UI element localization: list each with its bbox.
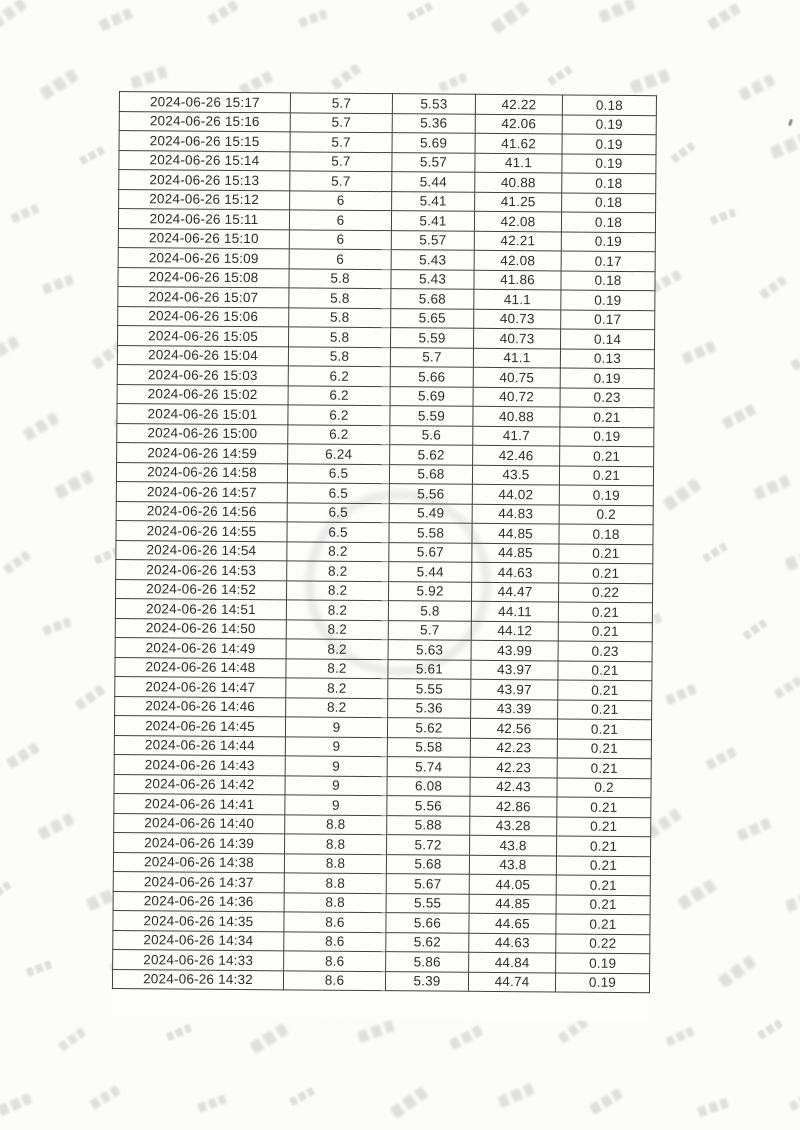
- value-cell: 5.62: [386, 932, 469, 952]
- watermark-smudge: [22, 412, 59, 441]
- value-cell: 5.56: [387, 796, 470, 816]
- value-cell: 5.8: [289, 288, 391, 308]
- readings-table: [112, 91, 657, 993]
- value-cell: 5.7: [290, 93, 392, 113]
- watermark-smudge: [289, 1087, 315, 1106]
- watermark-smudge: [6, 742, 40, 769]
- value-cell: 44.85: [469, 894, 556, 914]
- value-cell: 5.8: [288, 346, 390, 366]
- watermark-smudge: [98, 8, 133, 32]
- value-cell: 0.21: [556, 855, 650, 875]
- value-cell: 5.7: [290, 151, 392, 171]
- value-cell: 9: [285, 717, 387, 737]
- value-cell: 5.7: [290, 171, 392, 191]
- value-cell: 41.62: [475, 133, 562, 153]
- value-cell: 5.7: [388, 620, 471, 640]
- table-row: [112, 969, 649, 993]
- value-cell: 43.39: [471, 699, 558, 719]
- value-cell: 0.21: [559, 563, 653, 583]
- value-cell: 41.7: [473, 426, 560, 446]
- value-cell: 0.21: [557, 836, 651, 856]
- watermark-smudge: [670, 142, 695, 164]
- value-cell: 6.08: [387, 776, 470, 796]
- value-cell: 0.21: [557, 738, 651, 758]
- value-cell: 5.43: [391, 269, 474, 289]
- value-cell: 44.85: [472, 523, 559, 543]
- value-cell: 40.73: [473, 328, 560, 348]
- value-cell: 0.22: [556, 933, 650, 953]
- value-cell: 41.1: [475, 153, 562, 173]
- value-cell: 0.19: [562, 114, 656, 134]
- value-cell: 5.8: [388, 601, 471, 621]
- watermark-smudge: [707, 3, 741, 30]
- value-cell: 5.59: [390, 328, 473, 348]
- watermark-smudge: [0, 336, 20, 363]
- timestamp-cell: 2024-06-26 14:33: [113, 949, 284, 970]
- value-cell: 5.68: [391, 289, 474, 309]
- watermark-smudge: [736, 818, 771, 842]
- watermark-smudge: [89, 1085, 121, 1110]
- value-cell: 42.86: [470, 796, 557, 816]
- value-cell: 6.24: [288, 444, 390, 464]
- value-cell: 41.25: [475, 192, 562, 212]
- value-cell: 5.67: [389, 542, 472, 562]
- watermark-smudge: [331, 63, 362, 89]
- watermark-smudge: [774, 676, 800, 699]
- watermark-smudge: [298, 9, 328, 27]
- timestamp-cell: 2024-06-26 14:57: [116, 481, 287, 502]
- watermark-smudge: [759, 276, 787, 300]
- watermark-smudge: [497, 1083, 535, 1109]
- timestamp-cell: 2024-06-26 15:10: [118, 228, 289, 249]
- watermark-smudge: [166, 1024, 193, 1042]
- watermark-smudge: [10, 204, 39, 224]
- value-cell: 0.13: [560, 348, 654, 368]
- watermark-smudge: [54, 470, 94, 500]
- value-cell: 8.2: [286, 697, 388, 717]
- value-cell: 0.21: [558, 602, 652, 622]
- value-cell: 5.69: [390, 386, 473, 406]
- timestamp-cell: 2024-06-26 14:34: [113, 930, 284, 951]
- timestamp-cell: 2024-06-26 15:00: [117, 423, 288, 444]
- value-cell: 0.19: [561, 231, 655, 251]
- timestamp-cell: 2024-06-26 14:36: [113, 891, 284, 912]
- value-cell: 5.92: [389, 581, 472, 601]
- value-cell: 8.6: [284, 951, 386, 971]
- value-cell: 0.21: [556, 875, 650, 895]
- value-cell: 0.18: [559, 524, 653, 544]
- value-cell: 0.18: [561, 270, 655, 290]
- watermark-smudge: [438, 73, 467, 93]
- value-cell: 0.19: [555, 972, 649, 992]
- value-cell: 5.63: [388, 640, 471, 660]
- value-cell: 0.14: [560, 329, 654, 349]
- value-cell: 6.5: [287, 502, 389, 522]
- value-cell: 5.67: [386, 874, 469, 894]
- watermark-smudge: [558, 1017, 589, 1043]
- watermark-smudge: [598, 0, 636, 23]
- timestamp-cell: 2024-06-26 14:50: [115, 618, 286, 639]
- value-cell: 6: [289, 210, 391, 230]
- scan-artifact-speck: [788, 119, 793, 127]
- value-cell: 0.22: [559, 582, 653, 602]
- value-cell: 0.19: [561, 290, 655, 310]
- timestamp-cell: 2024-06-26 14:38: [113, 852, 284, 873]
- watermark-smudge: [677, 879, 717, 910]
- timestamp-cell: 2024-06-26 14:44: [114, 735, 285, 756]
- timestamp-cell: 2024-06-26 15:16: [119, 111, 290, 132]
- timestamp-cell: 2024-06-26 14:52: [116, 579, 287, 600]
- watermark-smudge: [37, 813, 75, 840]
- value-cell: 0.17: [561, 309, 655, 329]
- timestamp-cell: 2024-06-26 14:45: [114, 715, 285, 736]
- value-cell: 8.6: [283, 970, 385, 990]
- watermark-smudge: [39, 69, 79, 100]
- value-cell: 5.8: [288, 327, 390, 347]
- value-cell: 6: [289, 249, 391, 269]
- value-cell: 5.8: [289, 268, 391, 288]
- timestamp-cell: 2024-06-26 14:59: [117, 442, 288, 463]
- value-cell: 40.72: [473, 387, 560, 407]
- value-cell: 6.2: [288, 405, 390, 425]
- value-cell: 8.6: [284, 912, 386, 932]
- value-cell: 6.2: [288, 366, 390, 386]
- timestamp-cell: 2024-06-26 14:46: [115, 696, 286, 717]
- watermark-smudge: [249, 1023, 289, 1054]
- watermark-smudge: [0, 0, 27, 29]
- value-cell: 5.7: [290, 112, 392, 132]
- watermark-smudge: [130, 66, 168, 90]
- value-cell: 8.2: [287, 541, 389, 561]
- value-cell: 44.12: [471, 621, 558, 641]
- value-cell: 43.8: [469, 855, 556, 875]
- watermark-smudge: [717, 955, 756, 988]
- timestamp-cell: 2024-06-26 15:13: [119, 170, 290, 191]
- value-cell: 5.69: [392, 133, 475, 153]
- value-cell: 44.63: [469, 933, 556, 953]
- timestamp-cell: 2024-06-26 14:43: [114, 754, 285, 775]
- value-cell: 8.6: [284, 931, 386, 951]
- value-cell: 0.17: [561, 251, 655, 271]
- timestamp-cell: 2024-06-26 14:55: [116, 520, 287, 541]
- value-cell: 0.2: [559, 504, 653, 524]
- watermark-smudge: [722, 404, 757, 429]
- watermark-smudge: [389, 1086, 428, 1119]
- value-cell: 0.21: [558, 621, 652, 641]
- timestamp-cell: 2024-06-26 14:54: [116, 540, 287, 561]
- value-cell: 5.43: [391, 250, 474, 270]
- timestamp-cell: 2024-06-26 15:05: [118, 325, 289, 346]
- timestamp-cell: 2024-06-26 14:39: [114, 832, 285, 853]
- value-cell: 9: [285, 775, 387, 795]
- value-cell: 8.8: [285, 834, 387, 854]
- timestamp-cell: 2024-06-26 14:51: [115, 598, 286, 619]
- value-cell: 44.05: [469, 874, 556, 894]
- value-cell: 6.5: [287, 463, 389, 483]
- value-cell: 8.2: [286, 639, 388, 659]
- value-cell: 0.19: [562, 134, 656, 154]
- value-cell: 43.28: [470, 816, 557, 836]
- value-cell: 42.22: [475, 94, 562, 114]
- timestamp-cell: 2024-06-26 14:35: [113, 910, 284, 931]
- watermark-smudge: [784, 546, 800, 571]
- value-cell: 5.41: [392, 191, 475, 211]
- timestamp-cell: 2024-06-26 15:07: [118, 286, 289, 307]
- value-cell: 5.88: [387, 815, 470, 835]
- value-cell: 0.21: [558, 680, 652, 700]
- value-cell: 40.73: [474, 309, 561, 329]
- value-cell: 6.5: [287, 522, 389, 542]
- value-cell: 44.85: [472, 543, 559, 563]
- timestamp-cell: 2024-06-26 14:53: [116, 559, 287, 580]
- watermark-smudge: [79, 146, 105, 165]
- value-cell: 0.18: [561, 212, 655, 232]
- timestamp-cell: 2024-06-26 15:03: [117, 364, 288, 385]
- value-cell: 0.21: [557, 797, 651, 817]
- value-cell: 44.02: [472, 484, 559, 504]
- watermark-smudge: [407, 2, 433, 21]
- value-cell: 43.99: [471, 640, 558, 660]
- value-cell: 42.23: [470, 757, 557, 777]
- value-cell: 5.7: [390, 347, 473, 367]
- watermark-smudge: [207, 0, 239, 25]
- watermark-smudge: [42, 617, 72, 635]
- value-cell: 0.21: [558, 660, 652, 680]
- value-cell: 5.8: [289, 307, 391, 327]
- value-cell: 5.36: [392, 113, 475, 133]
- timestamp-cell: 2024-06-26 15:06: [118, 306, 289, 327]
- timestamp-cell: 2024-06-26 14:42: [114, 774, 285, 795]
- timestamp-cell: 2024-06-26 14:48: [115, 657, 286, 678]
- watermark-smudge: [629, 69, 670, 94]
- value-cell: 0.19: [559, 485, 653, 505]
- value-cell: 5.59: [390, 406, 473, 426]
- value-cell: 8.2: [286, 619, 388, 639]
- value-cell: 0.21: [556, 914, 650, 934]
- value-cell: 42.46: [473, 445, 560, 465]
- value-cell: 5.36: [388, 698, 471, 718]
- watermark-smudge: [705, 747, 737, 770]
- timestamp-cell: 2024-06-26 14:41: [114, 793, 285, 814]
- value-cell: 0.2: [557, 777, 651, 797]
- value-cell: 0.18: [562, 95, 656, 115]
- value-cell: 44.47: [472, 582, 559, 602]
- value-cell: 5.62: [390, 445, 473, 465]
- value-cell: 0.21: [556, 894, 650, 914]
- value-cell: 5.68: [389, 464, 472, 484]
- value-cell: 5.39: [385, 971, 468, 991]
- watermark-smudge: [710, 208, 737, 224]
- value-cell: 0.21: [557, 758, 651, 778]
- value-cell: 40.88: [475, 172, 562, 192]
- value-cell: 5.58: [389, 523, 472, 543]
- value-cell: 43.5: [472, 465, 559, 485]
- watermark-smudge: [738, 74, 776, 101]
- value-cell: 5.55: [388, 679, 471, 699]
- value-cell: 5.7: [290, 132, 392, 152]
- value-cell: 5.66: [390, 367, 473, 387]
- watermark-smudge: [785, 889, 800, 913]
- value-cell: 8.2: [286, 678, 388, 698]
- value-cell: 0.23: [560, 387, 654, 407]
- watermark-smudge: [742, 619, 767, 641]
- value-cell: 5.66: [386, 913, 469, 933]
- watermark-smudge: [75, 684, 106, 710]
- value-cell: 5.65: [391, 308, 474, 328]
- value-cell: 8.8: [285, 814, 387, 834]
- watermark-smudge: [0, 881, 12, 903]
- value-cell: 8.2: [287, 561, 389, 581]
- value-cell: 5.86: [386, 952, 469, 972]
- timestamp-cell: 2024-06-26 14:40: [114, 813, 285, 834]
- timestamp-cell: 2024-06-26 15:02: [117, 384, 288, 405]
- value-cell: 8.2: [286, 600, 388, 620]
- value-cell: 5.44: [392, 172, 475, 192]
- watermark-smudge: [662, 478, 701, 511]
- value-cell: 6.2: [288, 385, 390, 405]
- readings-table-container: [112, 91, 657, 993]
- value-cell: 40.88: [473, 406, 560, 426]
- value-cell: 5.61: [388, 659, 471, 679]
- watermark-smudge: [589, 1088, 623, 1115]
- value-cell: 5.72: [387, 835, 470, 855]
- value-cell: 0.19: [562, 153, 656, 173]
- value-cell: 42.23: [470, 738, 557, 758]
- watermark-smudge: [757, 1019, 783, 1040]
- value-cell: 42.43: [470, 777, 557, 797]
- watermark-smudge: [665, 684, 697, 706]
- value-cell: 5.41: [391, 211, 474, 231]
- watermark-smudge: [0, 1093, 33, 1117]
- value-cell: 5.56: [389, 484, 472, 504]
- value-cell: 5.53: [392, 94, 475, 114]
- value-cell: 5.49: [389, 503, 472, 523]
- timestamp-cell: 2024-06-26 15:17: [119, 92, 290, 113]
- value-cell: 43.97: [471, 679, 558, 699]
- watermark-smudge: [449, 1025, 484, 1050]
- timestamp-cell: 2024-06-26 15:14: [119, 150, 290, 171]
- value-cell: 0.19: [560, 368, 654, 388]
- value-cell: 8.8: [284, 853, 386, 873]
- timestamp-cell: 2024-06-26 15:09: [118, 247, 289, 268]
- value-cell: 44.83: [472, 504, 559, 524]
- value-cell: 5.57: [392, 152, 475, 172]
- value-cell: 43.8: [470, 835, 557, 855]
- value-cell: 44.63: [472, 562, 559, 582]
- value-cell: 0.23: [558, 641, 652, 661]
- value-cell: 0.21: [559, 465, 653, 485]
- watermark-smudge: [665, 1027, 694, 1047]
- value-cell: 0.21: [559, 543, 653, 563]
- watermark-smudge: [3, 551, 31, 575]
- timestamp-cell: 2024-06-26 15:12: [119, 189, 290, 210]
- value-cell: 44.74: [468, 972, 555, 992]
- value-cell: 8.8: [284, 892, 386, 912]
- value-cell: 5.68: [386, 854, 469, 874]
- value-cell: 44.11: [471, 601, 558, 621]
- watermark-smudge: [58, 1028, 86, 1052]
- watermark-smudge: [681, 341, 716, 365]
- watermark-smudge: [790, 346, 800, 371]
- watermark-smudge: [788, 1090, 800, 1111]
- timestamp-cell: 2024-06-26 15:15: [119, 131, 290, 152]
- value-cell: 0.18: [562, 192, 656, 212]
- timestamp-cell: 2024-06-26 14:32: [112, 969, 283, 990]
- value-cell: 42.06: [475, 114, 562, 134]
- value-cell: 5.55: [386, 893, 469, 913]
- watermark-smudge: [42, 275, 74, 295]
- watermark-smudge: [26, 960, 53, 976]
- watermark-smudge: [490, 1, 529, 34]
- readings-table-body: [112, 92, 656, 993]
- timestamp-cell: 2024-06-26 14:37: [113, 871, 284, 892]
- value-cell: 0.21: [560, 446, 654, 466]
- value-cell: 8.2: [287, 580, 389, 600]
- value-cell: 6: [289, 229, 391, 249]
- value-cell: 0.21: [558, 699, 652, 719]
- value-cell: 0.21: [557, 719, 651, 739]
- watermark-smudge: [357, 1020, 395, 1044]
- value-cell: 5.74: [387, 757, 470, 777]
- timestamp-cell: 2024-06-26 15:04: [117, 345, 288, 366]
- timestamp-cell: 2024-06-26 15:11: [118, 209, 289, 230]
- value-cell: 41.1: [473, 348, 560, 368]
- value-cell: 41.86: [474, 270, 561, 290]
- watermark-smudge: [197, 1094, 227, 1112]
- value-cell: 5.57: [391, 230, 474, 250]
- value-cell: 5.44: [389, 562, 472, 582]
- value-cell: 6.2: [288, 424, 390, 444]
- value-cell: 42.56: [470, 718, 557, 738]
- watermark-smudge: [697, 1098, 729, 1118]
- value-cell: 44.84: [469, 952, 556, 972]
- value-cell: 8.8: [284, 873, 386, 893]
- timestamp-cell: 2024-06-26 14:49: [115, 637, 286, 658]
- value-cell: 42.21: [474, 231, 561, 251]
- watermark-smudge: [753, 475, 791, 501]
- watermark-smudge: [702, 542, 728, 563]
- value-cell: 43.97: [471, 660, 558, 680]
- value-cell: 8.2: [286, 658, 388, 678]
- value-cell: 42.08: [474, 250, 561, 270]
- value-cell: 5.58: [387, 737, 470, 757]
- value-cell: 0.19: [560, 426, 654, 446]
- timestamp-cell: 2024-06-26 14:56: [116, 501, 287, 522]
- value-cell: 0.19: [556, 953, 650, 973]
- value-cell: 9: [285, 756, 387, 776]
- timestamp-cell: 2024-06-26 14:47: [115, 676, 286, 697]
- watermark-smudge: [770, 132, 800, 159]
- timestamp-cell: 2024-06-26 15:08: [118, 267, 289, 288]
- value-cell: 5.6: [390, 425, 473, 445]
- value-cell: 41.1: [474, 289, 561, 309]
- value-cell: 6.5: [287, 483, 389, 503]
- value-cell: 0.18: [562, 173, 656, 193]
- value-cell: 44.65: [469, 913, 556, 933]
- value-cell: 0.21: [557, 816, 651, 836]
- value-cell: 5.62: [387, 718, 470, 738]
- timestamp-cell: 2024-06-26 14:58: [116, 462, 287, 483]
- value-cell: 6: [290, 190, 392, 210]
- value-cell: 40.75: [473, 367, 560, 387]
- value-cell: 0.21: [560, 407, 654, 427]
- value-cell: 9: [285, 736, 387, 756]
- timestamp-cell: 2024-06-26 15:01: [117, 403, 288, 424]
- watermark-smudge: [547, 65, 573, 86]
- value-cell: 9: [285, 795, 387, 815]
- value-cell: 42.08: [474, 211, 561, 231]
